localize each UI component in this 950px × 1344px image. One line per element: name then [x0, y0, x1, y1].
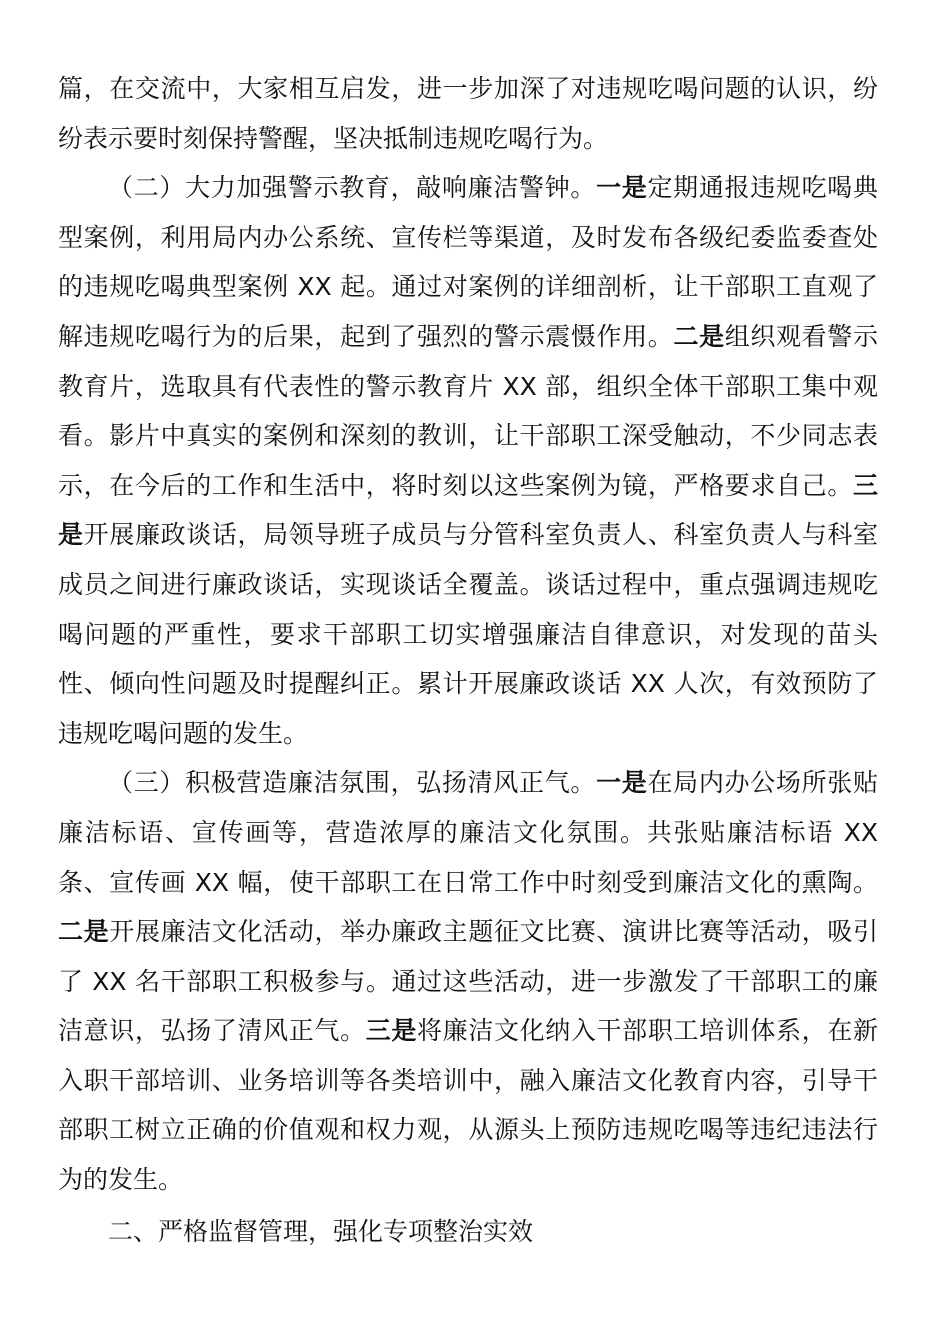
bold-marker-first: 一是	[596, 173, 648, 203]
bold-marker-second: 二是	[58, 917, 110, 947]
subheading-text: （三）积极营造廉洁氛围，弘扬清风正气。	[108, 768, 597, 798]
text-run: 篇，在交流中，大家相互启发，进一步加深了对违规吃喝问题的认识，纷纷表示要时刻保持警醒，坚决抵制违规吃喝行为。	[58, 74, 878, 153]
document-page	[58, 64, 878, 1256]
text-run: 定期通报违规吃喝典型案例，利用局内办公系统、宣传栏等渠道，及时发布各级纪委监委查处的违规吃喝典型案例 XX 起。通过对案例的详细剖析，让干部职工直观了解违规吃喝行为的后果，起到了强烈的警示震慑作用。	[58, 173, 878, 351]
paragraph-clean-atmosphere	[58, 758, 878, 1204]
paragraph-warning-education	[58, 163, 878, 758]
bold-marker-third: 三是	[365, 1016, 418, 1046]
text-run: 组织观看警示教育片，选取具有代表性的警示教育片 XX 部，组织全体干部职工集中观看。影片中真实的案例和深刻的教训，让干部职工深受触动，不少同志表示，在今后的工作和生活中，将时刻以这些案例为镜，严格要求自己。	[58, 321, 878, 500]
subheading-text: （二）大力加强警示教育，敲响廉洁警钟。	[108, 173, 597, 203]
bold-marker-third: 三是	[58, 470, 878, 550]
text-run: 将廉洁文化纳入干部职工培训体系，在新入职干部培训、业务培训等各类培训中，融入廉洁文化教育内容，引导干部职工树立正确的价值观和权力观，从源头上预防违规吃喝等违纪违法行为的发生。	[58, 1016, 878, 1195]
bold-marker-second: 二是	[673, 321, 725, 351]
text-run: 开展廉政谈话，局领导班子成员与分管科室负责人、科室负责人与科室成员之间进行廉政谈话，实现谈话全覆盖。谈话过程中，重点强调违规吃喝问题的严重性，要求干部职工切实增强廉洁自律意识，对发现的苗头性、倾向性问题及时提醒纠正。累计开展廉政谈话 XX 人次，有效预防了违规吃喝问题的发生。	[58, 520, 878, 748]
text-run: 开展廉洁文化活动，举办廉政主题征文比赛、演讲比赛等活动，吸引了 XX 名干部职工积极参与。通过这些活动，进一步激发了干部职工的廉洁意识，弘扬了清风正气。	[58, 917, 878, 1046]
text-run: 在局内办公场所张贴廉洁标语、宣传画等，营造浓厚的廉洁文化氛围。共张贴廉洁标语 XX 条、宣传画 XX 幅，使干部职工在日常工作中时刻受到廉洁文化的熏陶。	[58, 768, 878, 897]
section-heading: 二、严格监督管理，强化专项整治实效	[108, 1216, 534, 1246]
paragraph-continuation	[58, 64, 878, 163]
bold-marker-first: 一是	[596, 768, 648, 798]
